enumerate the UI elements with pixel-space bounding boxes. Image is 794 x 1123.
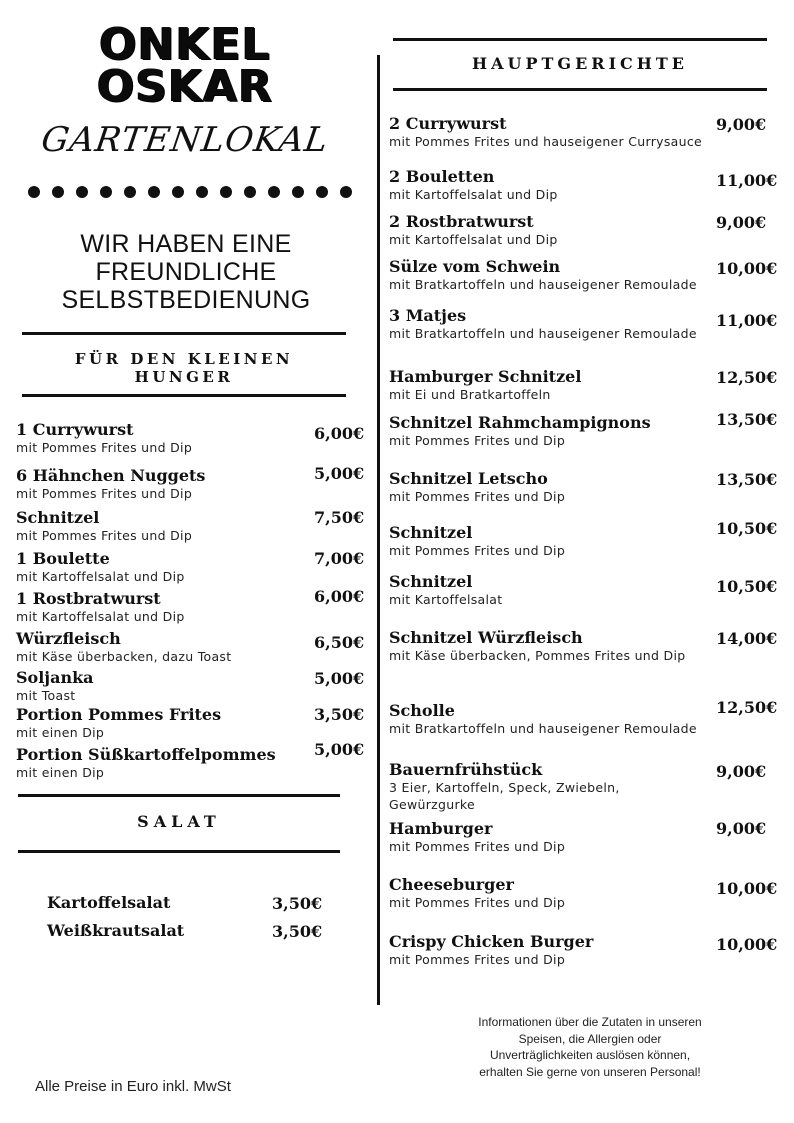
section-rule	[18, 794, 340, 797]
menu-item-description: mit Ei und Bratkartoffeln	[389, 387, 551, 402]
menu-item-name: 2 Currywurst	[389, 114, 507, 133]
menu-item-name: Schnitzel	[389, 523, 473, 542]
menu-item	[389, 629, 709, 664]
menu-item	[389, 414, 709, 449]
dot	[52, 186, 64, 198]
section-title-small-hunger: FÜR DEN KLEINEN HUNGER	[74, 350, 294, 386]
menu-item-name: 3 Matjes	[389, 306, 467, 325]
menu-item-name: Schnitzel Würzfleisch	[389, 628, 583, 647]
salad-item-price: 3,50€	[272, 894, 323, 913]
menu-item-price: 5,00€	[314, 669, 365, 688]
menu-item-price: 13,50€	[716, 470, 778, 489]
menu-item-name: 1 Rostbratwurst	[16, 589, 161, 608]
self-service-line-2: FREUNDLICHE	[95, 258, 277, 286]
dot	[76, 186, 88, 198]
menu-item-name: Portion Süßkartoffelpommes	[16, 745, 276, 764]
menu-item-description: mit Pommes Frites und Dip	[16, 486, 193, 501]
dot	[220, 186, 232, 198]
menu-item-price: 9,00€	[716, 762, 767, 781]
menu-item-name: Soljanka	[16, 668, 94, 687]
menu-item-description: mit Bratkartoffeln und hauseigener Remoulade	[389, 721, 697, 736]
menu-item-description: mit Bratkartoffeln und hauseigener Remoulade	[389, 326, 697, 341]
menu-item	[16, 669, 316, 704]
menu-item	[389, 702, 709, 737]
menu-item-name: Bauernfrühstück	[389, 760, 543, 779]
salad-item-price: 3,50€	[272, 922, 323, 941]
salad-item-name: Kartoffelsalat	[47, 893, 171, 912]
menu-item	[389, 115, 709, 150]
menu-item-price: 6,00€	[314, 587, 365, 606]
menu-item-price: 11,00€	[716, 171, 778, 190]
menu-item-name: 1 Currywurst	[16, 420, 134, 439]
menu-item-description: mit Pommes Frites und Dip	[16, 528, 193, 543]
menu-item-name: Schnitzel Rahmchampignons	[389, 413, 651, 432]
menu-item-description: mit Pommes Frites und Dip	[389, 489, 566, 504]
menu-item	[389, 876, 709, 911]
menu-item	[16, 467, 316, 502]
menu-item-name: 2 Bouletten	[389, 167, 495, 186]
dot	[124, 186, 136, 198]
menu-item-price: 10,00€	[716, 879, 778, 898]
self-service-line-3: SELBSTBEDIENUNG	[61, 286, 311, 314]
menu-item-name: Portion Pommes Frites	[16, 705, 222, 724]
section-rule	[393, 38, 767, 41]
menu-item-description: mit Pommes Frites und Dip	[389, 433, 566, 448]
menu-item-description: mit Käse überbacken, Pommes Frites und Dip	[389, 648, 686, 663]
section-title-salad: SALAT	[137, 812, 221, 831]
menu-item-name: 1 Boulette	[16, 549, 110, 568]
menu-item	[16, 509, 316, 544]
menu-item-description: mit einen Dip	[16, 765, 105, 780]
menu-item	[389, 524, 709, 559]
menu-item	[389, 168, 709, 203]
menu-item	[389, 470, 709, 505]
menu-item	[389, 213, 709, 248]
menu-item-description: mit Käse überbacken, dazu Toast	[16, 649, 232, 664]
dot-divider	[28, 186, 352, 198]
menu-item-price: 10,00€	[716, 259, 778, 278]
menu-item	[16, 421, 316, 456]
menu-item-description: mit Kartoffelsalat und Dip	[16, 569, 185, 584]
menu-item-price: 7,50€	[314, 508, 365, 527]
menu-item	[389, 573, 709, 608]
menu-item-description: mit Pommes Frites und Dip	[389, 952, 566, 967]
prices-note: Alle Preise in Euro inkl. MwSt	[35, 1078, 231, 1095]
menu-item-price: 10,00€	[716, 935, 778, 954]
dot	[340, 186, 352, 198]
dot	[268, 186, 280, 198]
logo-line-1: ONKEL	[99, 19, 271, 70]
menu-item-name: Scholle	[389, 701, 455, 720]
logo-subtitle: GARTENLOKAL	[38, 120, 332, 160]
menu-item-description: mit Pommes Frites und Dip	[389, 543, 566, 558]
menu-item-description: mit Pommes Frites und Dip	[389, 839, 566, 854]
menu-item	[389, 258, 709, 293]
menu-item	[16, 706, 316, 741]
dot	[172, 186, 184, 198]
self-service-notice	[0, 230, 372, 314]
menu-item-name: Schnitzel	[16, 508, 100, 527]
menu-item-price: 9,00€	[716, 115, 767, 134]
menu-item-name: Schnitzel	[389, 572, 473, 591]
menu-item	[16, 746, 316, 781]
column-divider	[377, 55, 380, 1005]
menu-item-price: 10,50€	[716, 519, 778, 538]
menu-item-price: 13,50€	[716, 410, 778, 429]
section-title-main-courses: HAUPTGERICHTE	[471, 54, 688, 73]
menu-item-description: mit Pommes Frites und Dip	[389, 895, 566, 910]
menu-item	[16, 550, 316, 585]
dot	[196, 186, 208, 198]
menu-item-price: 6,50€	[314, 633, 365, 652]
menu-item-price: 5,00€	[314, 464, 365, 483]
menu-item-price: 9,00€	[716, 819, 767, 838]
menu-item-price: 12,50€	[716, 368, 778, 387]
menu-item-price: 6,00€	[314, 424, 365, 443]
menu-item-description: mit Pommes Frites und Dip	[16, 440, 193, 455]
dot	[316, 186, 328, 198]
menu-item-name: Sülze vom Schwein	[389, 257, 561, 276]
section-rule	[393, 88, 767, 91]
menu-item-price: 3,50€	[314, 705, 365, 724]
menu-item-description: mit Kartoffelsalat und Dip	[389, 187, 558, 202]
menu-item-name: Crispy Chicken Burger	[389, 932, 594, 951]
menu-item	[16, 590, 316, 625]
menu-item-description: mit Pommes Frites und hauseigener Currysauce	[389, 134, 703, 149]
menu-item	[389, 307, 709, 342]
menu-item	[16, 630, 316, 665]
logo-line-2: OSKAR	[96, 61, 274, 112]
logo-name	[0, 19, 370, 112]
menu-item-description: mit Kartoffelsalat und Dip	[16, 609, 185, 624]
dot	[292, 186, 304, 198]
menu-item-description: mit einen Dip	[16, 725, 105, 740]
menu-item-name: Würzfleisch	[16, 629, 121, 648]
dot	[28, 186, 40, 198]
menu-item-price: 7,00€	[314, 549, 365, 568]
menu-item-description: 3 Eier, Kartoffeln, Speck, Zwiebeln, Gewürzgurke	[389, 780, 620, 812]
menu-item-price: 9,00€	[716, 213, 767, 232]
menu-item-description: mit Bratkartoffeln und hauseigener Remoulade	[389, 277, 697, 292]
menu-item-name: Cheeseburger	[389, 875, 514, 894]
allergy-note: Informationen über die Zutaten in unseren Speisen, die Allergien oder Unverträglichkeiten auslösen können, erhalten Sie gerne von unseren Personal!	[478, 1015, 702, 1079]
menu-item-name: Schnitzel Letscho	[389, 469, 548, 488]
section-rule	[22, 332, 346, 335]
menu-item-name: 2 Rostbratwurst	[389, 212, 534, 231]
menu-item-description: mit Kartoffelsalat und Dip	[389, 232, 558, 247]
menu-item	[389, 933, 709, 968]
section-rule	[18, 850, 340, 853]
menu-item-description: mit Kartoffelsalat	[389, 592, 503, 607]
menu-item	[389, 368, 709, 403]
menu-item-price: 12,50€	[716, 698, 778, 717]
salad-item-name: Weißkrautsalat	[47, 921, 185, 940]
dot	[148, 186, 160, 198]
menu-item	[389, 820, 709, 855]
menu-item-name: Hamburger Schnitzel	[389, 367, 582, 386]
menu-item-name: 6 Hähnchen Nuggets	[16, 466, 206, 485]
menu-item-price: 14,00€	[716, 629, 778, 648]
dot	[100, 186, 112, 198]
menu-item-name: Hamburger	[389, 819, 493, 838]
dot	[244, 186, 256, 198]
menu-item	[389, 761, 709, 813]
menu-item-price: 10,50€	[716, 577, 778, 596]
menu-item-description: mit Toast	[16, 688, 76, 703]
section-rule	[22, 394, 346, 397]
self-service-line-1: WIR HABEN EINE	[80, 230, 292, 258]
menu-item-price: 11,00€	[716, 311, 778, 330]
menu-item-price: 5,00€	[314, 740, 365, 759]
